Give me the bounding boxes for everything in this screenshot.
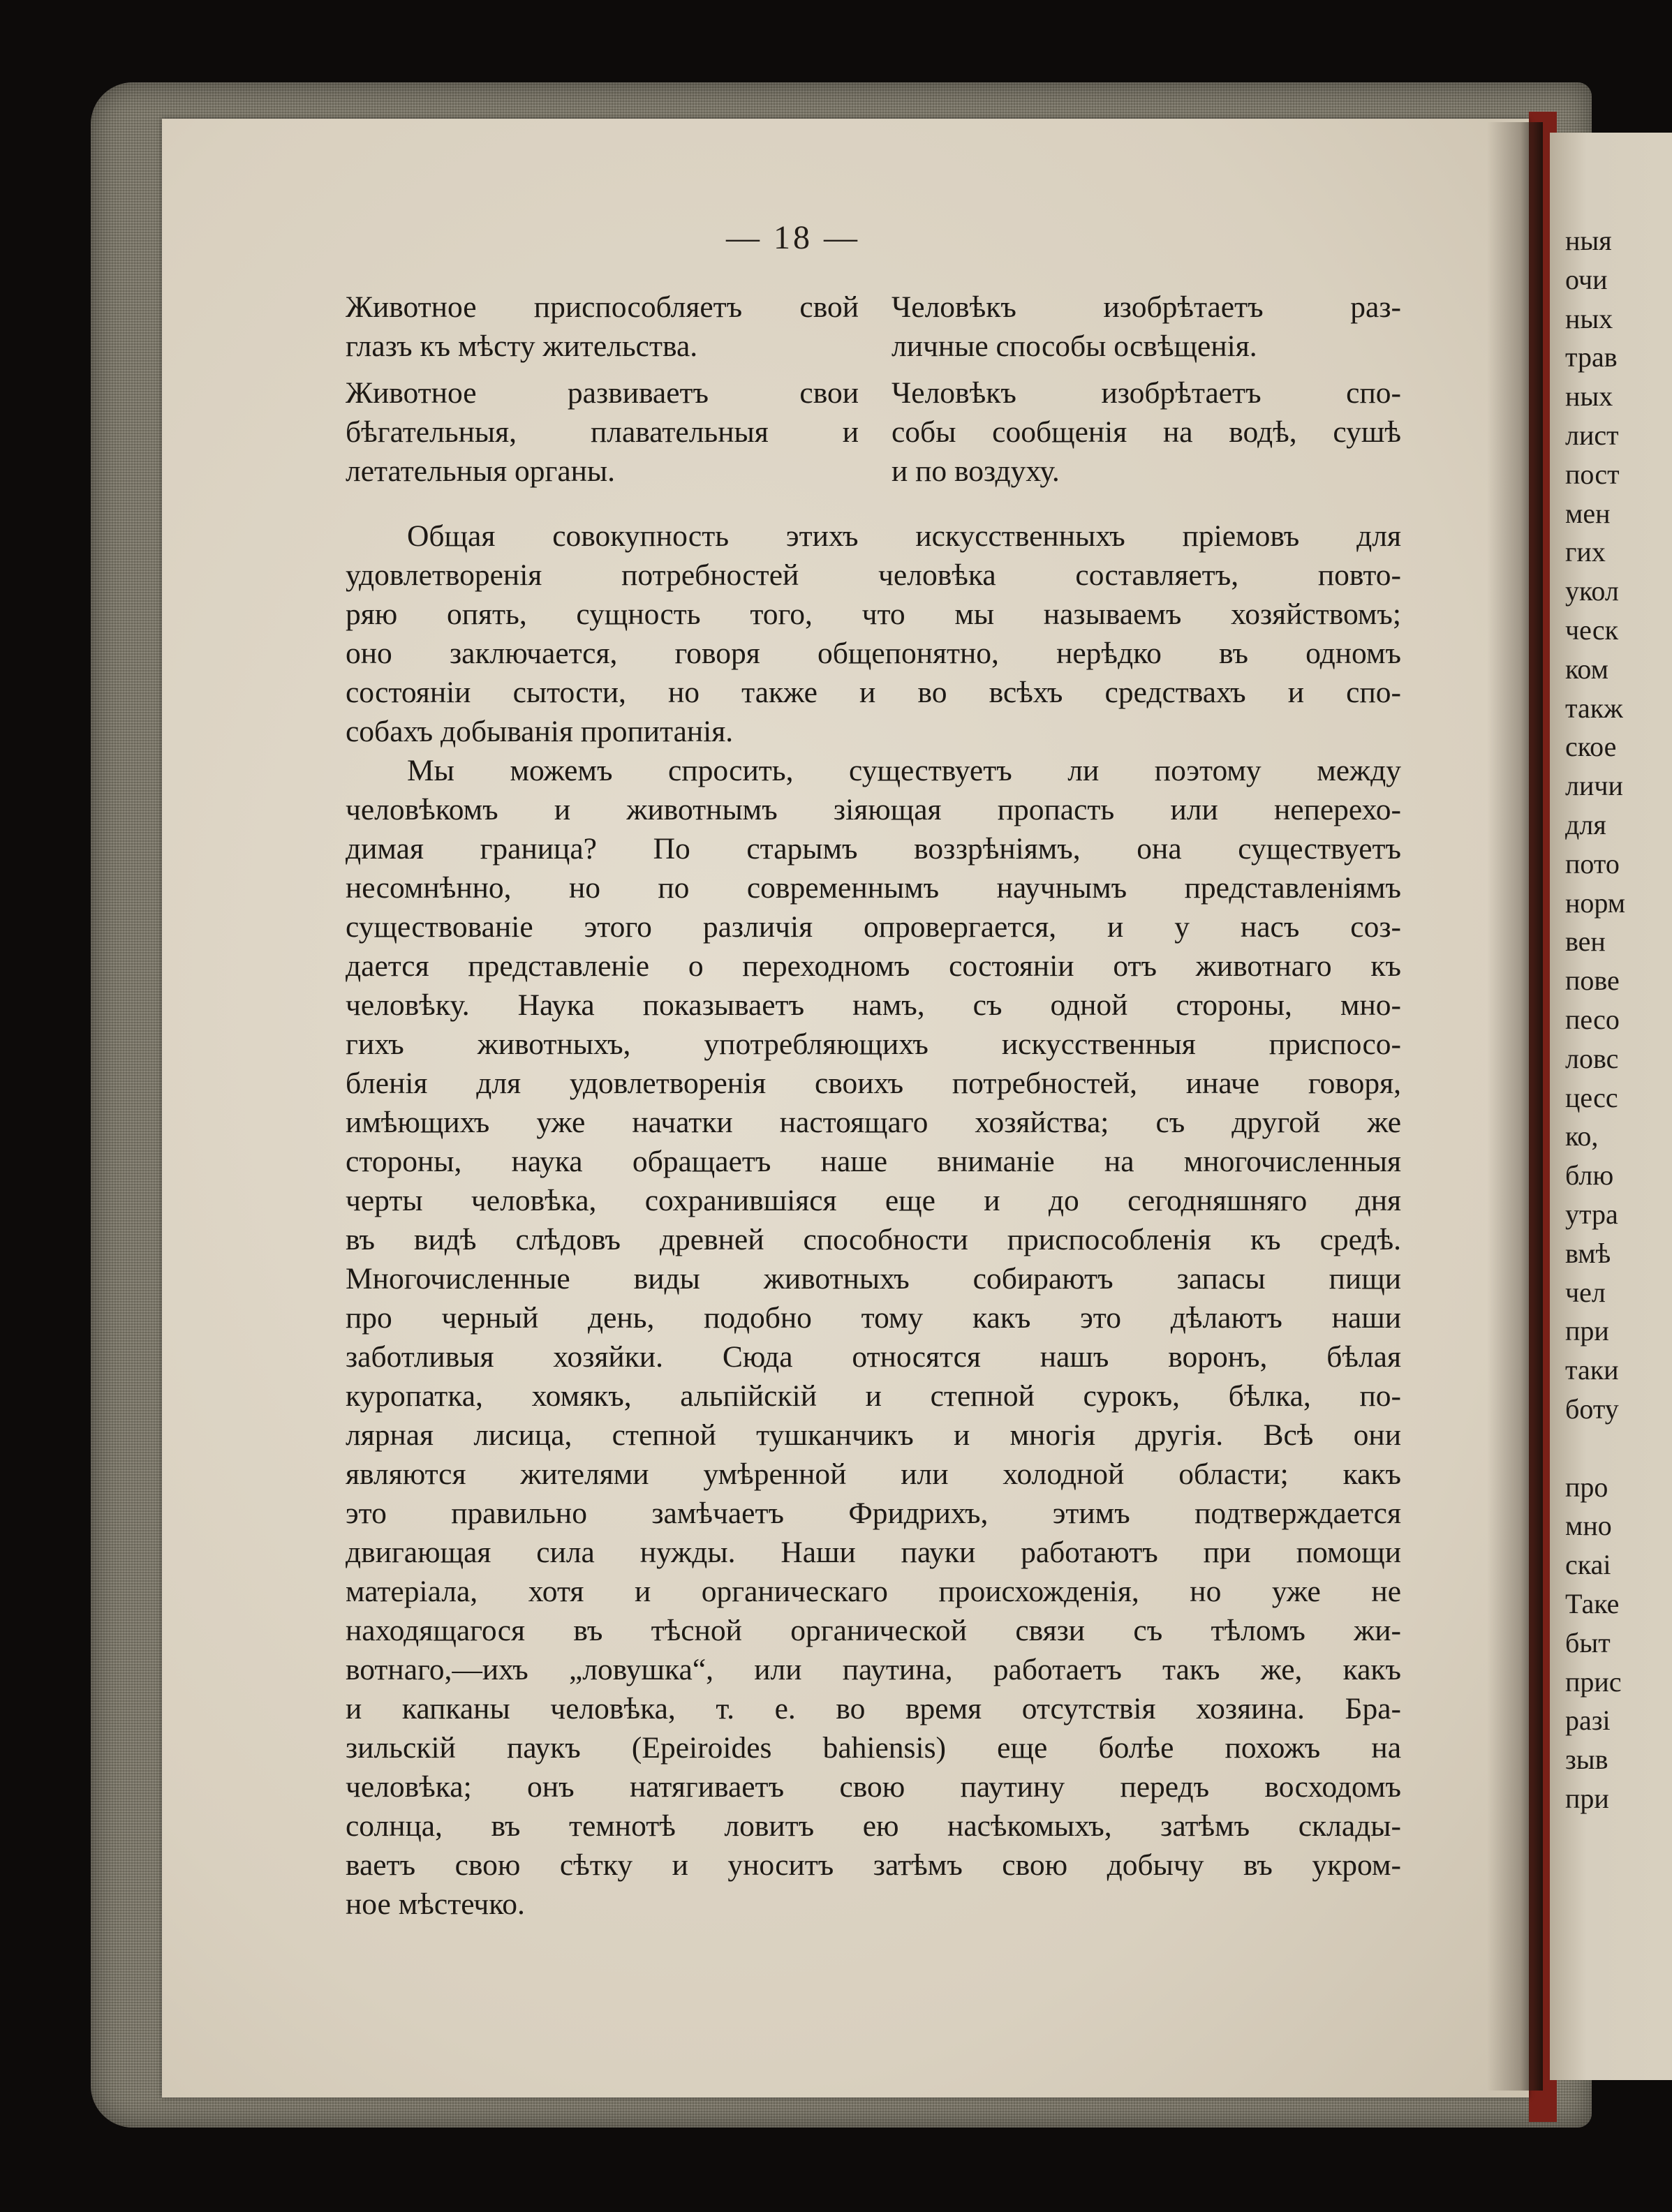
adjacent-page-line: блю	[1565, 1159, 1614, 1192]
paragraph-line: несомнѣнно, но по современнымъ научнымъ представленіямъ	[346, 871, 1401, 905]
comparison-left-line: летательныя органы.	[346, 454, 616, 488]
adjacent-page-line: мен	[1565, 497, 1611, 529]
paragraph-line: состояніи сытости, но также и во всѣхъ средствахъ и спо-	[346, 676, 1401, 709]
adjacent-page-line: скаі	[1565, 1549, 1611, 1581]
paragraph-line: вотнаго,—ихъ „ловушка“, или паутина, работаетъ такъ же, какъ	[346, 1653, 1401, 1686]
paragraph-line: и капканы человѣка, т. е. во время отсутствія хозяина. Бра-	[346, 1692, 1401, 1725]
adjacent-page-line: цесс	[1565, 1081, 1618, 1113]
paragraph-line: ное мѣстечко.	[346, 1887, 525, 1921]
comparison-left-line: бѣгательныя, плавательныя и	[346, 415, 859, 449]
adjacent-page-line: ных	[1565, 380, 1613, 413]
paragraph-line: куропатка, хомякъ, альпійскій и степной сурокъ, бѣлка, по-	[346, 1379, 1401, 1413]
paragraph-line: это правильно замѣчаетъ Фридрихъ, этимъ подтверждается	[346, 1497, 1401, 1530]
page-number: — 18 —	[726, 219, 860, 256]
adjacent-page-line: прис	[1565, 1665, 1622, 1698]
comparison-right-line: и по воздуху.	[892, 454, 1060, 488]
adjacent-page-line: для	[1565, 809, 1606, 840]
comparison-left-line: Животное развиваетъ свои	[346, 376, 859, 410]
adjacent-page-line: пото	[1565, 847, 1620, 879]
adjacent-page-line: Таке	[1565, 1588, 1620, 1619]
comparison-right-line: собы сообщенія на водѣ, сушѣ	[892, 415, 1401, 449]
adjacent-page-line: личи	[1565, 770, 1623, 802]
adjacent-page-line: лист	[1565, 420, 1619, 451]
paragraph-line: двигающая сила нужды. Наши пауки работаютъ при помощи	[346, 1536, 1401, 1569]
paragraph-line: про черный день, подобно тому какъ это дѣлаютъ наши	[346, 1301, 1401, 1335]
comparison-right-line: Человѣкъ изобрѣтаетъ спо-	[892, 376, 1401, 410]
paragraph-line: Мы можемъ спросить, существуетъ ли поэтому между	[407, 754, 1401, 787]
adjacent-page-line: чел	[1565, 1276, 1606, 1308]
adjacent-page-line: такж	[1565, 692, 1623, 724]
paragraph-line: оно заключается, говоря общепонятно, нерѣдко въ одномъ	[346, 637, 1401, 670]
paragraph-line: стороны, наука обращаетъ наше вниманіе на многочисленныя	[346, 1145, 1401, 1178]
adjacent-page-line: про	[1565, 1471, 1608, 1503]
adjacent-page-line: при	[1565, 1315, 1609, 1347]
adjacent-page-line: укол	[1565, 575, 1619, 607]
adjacent-page-line: ком	[1565, 653, 1608, 685]
adjacent-page-line: мно	[1565, 1510, 1612, 1542]
paragraph-line: удовлетворенія потребностей человѣка составляетъ, повто-	[346, 558, 1401, 592]
adjacent-page-line: ко,	[1565, 1120, 1599, 1152]
paragraph-line: имѣющихъ уже начатки настоящаго хозяйства; съ другой же	[346, 1106, 1401, 1139]
adjacent-page-line: пове	[1565, 965, 1620, 997]
paragraph-line: ваетъ свою сѣтку и уноситъ затѣмъ свою добычу въ укром-	[346, 1848, 1401, 1882]
paragraph-line: зильскій паукъ (Epeiroides bahiensis) еще болѣе похожъ на	[346, 1731, 1401, 1765]
paragraph-line: димая граница? По старымъ воззрѣніямъ, она существуетъ	[346, 832, 1401, 866]
adjacent-page-line: таки	[1565, 1354, 1619, 1386]
paragraph-line: существованіе этого различія опровергается, и у насъ соз-	[346, 910, 1401, 944]
paragraph-line: въ видѣ слѣдовъ древней способности приспособленія къ средѣ.	[346, 1223, 1401, 1256]
adjacent-page-line: ское	[1565, 731, 1617, 763]
adjacent-page-line: ных	[1565, 302, 1613, 334]
paragraph-line: ряю опять, сущность того, что мы называемъ хозяйствомъ;	[346, 597, 1401, 631]
paragraph-line: лярная лисица, степной тушканчикъ и многія другія. Всѣ они	[346, 1418, 1401, 1452]
adjacent-page-line: ческ	[1565, 614, 1619, 646]
paragraph-line: Общая совокупность этихъ искусственныхъ пріемовъ для	[407, 519, 1401, 553]
adjacent-page-line: разі	[1565, 1705, 1611, 1737]
adjacent-page-line: вен	[1565, 926, 1606, 958]
comparison-left-line: глазъ къ мѣсту жительства.	[346, 329, 698, 363]
adjacent-page-line: трав	[1565, 341, 1618, 373]
adjacent-page-line: ныя	[1565, 225, 1612, 256]
adjacent-page-line: быт	[1565, 1626, 1611, 1658]
paragraph-line: черты человѣка, сохранившіяся еще и до сегодняшняго дня	[346, 1184, 1401, 1217]
comparison-left-line: Животное приспособляетъ свой	[346, 290, 859, 324]
adjacent-page-line: гих	[1565, 536, 1606, 568]
paragraph-line: Многочисленные виды животныхъ собираютъ запасы пищи	[346, 1262, 1401, 1296]
adjacent-page-line: боту	[1565, 1393, 1619, 1425]
adjacent-page-line: утра	[1565, 1198, 1618, 1230]
paragraph-line: человѣкомъ и животнымъ зіяющая пропасть или неперехо-	[346, 793, 1401, 826]
paragraph-line: человѣку. Наука показываетъ намъ, съ одной стороны, мно-	[346, 988, 1401, 1022]
adjacent-page-line: пост	[1565, 458, 1620, 490]
comparison-right-line: Человѣкъ изобрѣтаетъ раз-	[892, 290, 1401, 324]
adjacent-page-line: зыв	[1565, 1744, 1608, 1776]
paragraph-line: гихъ животныхъ, употребляющихъ искусственныя приспосо-	[346, 1027, 1401, 1061]
adjacent-page-line: при	[1565, 1783, 1609, 1814]
paragraph-line: собахъ добыванія пропитанія.	[346, 715, 734, 748]
comparison-right-line: личные способы освѣщенія.	[892, 329, 1257, 363]
adjacent-page-line: вмѣ	[1565, 1237, 1611, 1269]
adjacent-page-line: очи	[1565, 263, 1608, 295]
paragraph-line: заботливыя хозяйки. Сюда относятся нашъ воронъ, бѣлая	[346, 1340, 1401, 1374]
paragraph-line: матеріала, хотя и органическаго происхожденія, но уже не	[346, 1575, 1401, 1608]
paragraph-line: находящагося въ тѣсной органической связи съ тѣломъ жи-	[346, 1614, 1401, 1647]
adjacent-page-line: норм	[1565, 886, 1626, 919]
paragraph-line: человѣка; онъ натягиваетъ свою паутину передъ восходомъ	[346, 1770, 1401, 1804]
adjacent-page-line: ловс	[1565, 1042, 1619, 1074]
paragraph-line: дается представленіе о переходномъ состояніи отъ животнаго къ	[346, 949, 1401, 983]
paragraph-line: бленія для удовлетворенія своихъ потребностей, иначе говоря,	[346, 1067, 1401, 1100]
adjacent-page-line: песо	[1565, 1004, 1620, 1035]
paragraph-line: солнца, въ темнотѣ ловитъ ею насѣкомыхъ, затѣмъ склады-	[346, 1809, 1401, 1843]
paragraph-line: являются жителями умѣренной или холодной области; какъ	[346, 1457, 1401, 1491]
